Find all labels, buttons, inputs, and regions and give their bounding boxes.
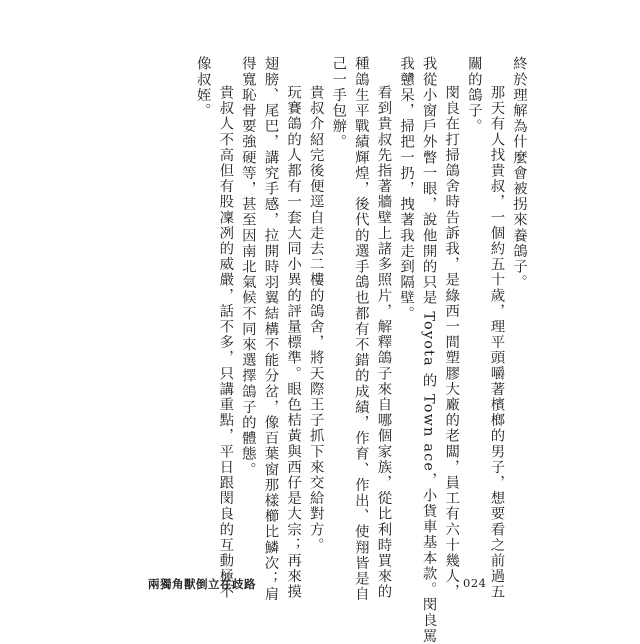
text-line: 終於理解為什麼會被拐來養鴿子。 (511, 56, 527, 290)
text-line: 關的鴿子。 (465, 56, 482, 134)
text-line: 像叔姪。 (194, 56, 211, 119)
text-line: 貴叔介紹完後便逕自走去二樓的鴿舍，將天際王子抓下來交給對方。 (307, 84, 324, 553)
text-line: 玩賽鴿的人都有一套大同小異的評量標準。眼色桔黃與西仔是大宗；再來摸 (285, 84, 302, 600)
text-line: 閔良在打掃鴿舍時告訴我，是綠西一間塑膠大廠的老闆，員工有六十幾人， (443, 84, 460, 600)
text-line: 翅膀、尾巴，講究手感，拉開時羽翼結構不能分岔，像百葉窗那樣櫛比鱗次；肩 (262, 56, 279, 602)
paragraph (304, 56, 327, 553)
page-number: 024 (463, 576, 487, 590)
text-line: 看到貴叔先指著牆壁上諸多照片，解釋鴿子來自哪個家族，從比利時買來的 (375, 84, 392, 600)
paragraph (507, 56, 530, 516)
text-line: 種鴿生平戰績輝煌，後代的選手鴿也都有不錯的成績，作育、作出、使翔皆是自 (352, 56, 369, 602)
paragraph (236, 56, 304, 602)
text-line: 我從小窗戶外瞥一眼，說他開的只是 Toyota 的 Town ace，小貨車基本款。閔良罵 (420, 56, 437, 644)
text-line: 那天有人找貴叔，一個約五十歲，理平頭嚼著檳榔的男子，想要看之前過五 (488, 84, 505, 600)
text-line: 得寬恥骨要強硬等，甚至因南北氣候不同來選擇鴿子的體態。 (239, 56, 256, 478)
paragraph (394, 56, 462, 644)
text-line: 貴叔人不高但有股凜冽的威嚴，話不多，只講重點，平日跟閔良的互動極不 (217, 84, 234, 600)
text-line: 我戇呆，掃把一扔，拽著我走到隔壁。 (398, 56, 415, 322)
running-footer-book-title: 兩獨角獸倒立在歧路 (148, 577, 256, 591)
text-line: 己一手包辦。 (330, 56, 347, 150)
paragraph (191, 56, 236, 600)
paragraph (327, 56, 395, 602)
